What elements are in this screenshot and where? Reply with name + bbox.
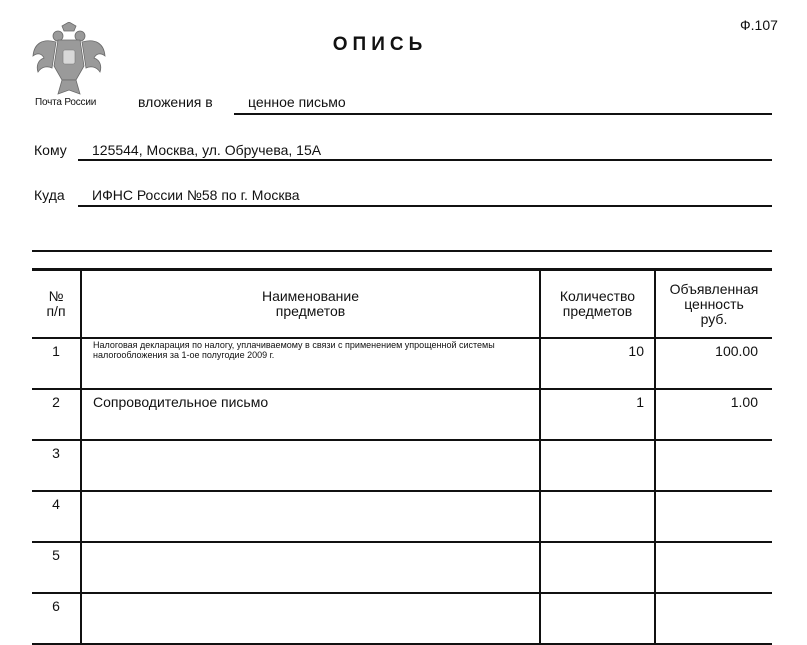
- where-label: Куда: [34, 187, 65, 203]
- to-value: 125544, Москва, ул. Обручева, 15А: [92, 142, 322, 158]
- row-quantity: [540, 542, 655, 593]
- enclosure-value: ценное письмо: [248, 94, 346, 110]
- row-number: 1: [32, 338, 81, 389]
- row-declared-value: [655, 440, 772, 491]
- russian-post-emblem-icon: [32, 22, 106, 98]
- table-row: [32, 542, 772, 593]
- to-underline: [78, 159, 772, 161]
- row-number: 3: [32, 440, 81, 491]
- row-number: 5: [32, 542, 81, 593]
- row-item-name: Налоговая декларация по налогу, уплачиваемому в связи с применением упрощенной системы налогообложения за 1-ое полугодие 2009 г.: [81, 338, 540, 389]
- enclosure-underline: [234, 113, 772, 115]
- row-declared-value: [655, 593, 772, 644]
- row-item-name: [81, 542, 540, 593]
- post-name-label: Почта России: [35, 97, 97, 108]
- row-quantity: 1: [540, 389, 655, 440]
- table-row: [32, 440, 772, 491]
- table-row: [32, 593, 772, 644]
- inventory-table: [32, 268, 772, 628]
- where-underline: [78, 205, 772, 207]
- col-header-number: № п/п: [32, 270, 81, 339]
- row-quantity: 10: [540, 338, 655, 389]
- row-item-name: Сопроводительное письмо: [81, 389, 540, 440]
- row-number: 2: [32, 389, 81, 440]
- row-declared-value: 1.00: [655, 389, 772, 440]
- table-row: [32, 338, 772, 389]
- to-label: Кому: [34, 142, 67, 158]
- row-quantity: [540, 593, 655, 644]
- page-title: ОПИСЬ: [332, 34, 428, 55]
- row-declared-value: [655, 542, 772, 593]
- col-header-quantity: Количество предметов: [540, 270, 655, 339]
- row-number: 4: [32, 491, 81, 542]
- col-header-name: Наименование предметов: [81, 270, 540, 339]
- address-continuation-line: [32, 250, 772, 252]
- row-declared-value: 100.00: [655, 338, 772, 389]
- table-row: [32, 491, 772, 542]
- where-value: ИФНС России №58 по г. Москва: [92, 187, 300, 203]
- row-quantity: [540, 440, 655, 491]
- row-declared-value: [655, 491, 772, 542]
- row-item-name: [81, 593, 540, 644]
- row-number: 6: [32, 593, 81, 644]
- table-row: [32, 389, 772, 440]
- form-code: Ф.107: [740, 17, 778, 33]
- table-header-row: [32, 270, 772, 339]
- row-quantity: [540, 491, 655, 542]
- row-item-name: [81, 491, 540, 542]
- row-item-name: [81, 440, 540, 491]
- col-header-value: Объявленная ценность руб.: [655, 270, 772, 339]
- enclosure-label: вложения в: [138, 94, 213, 110]
